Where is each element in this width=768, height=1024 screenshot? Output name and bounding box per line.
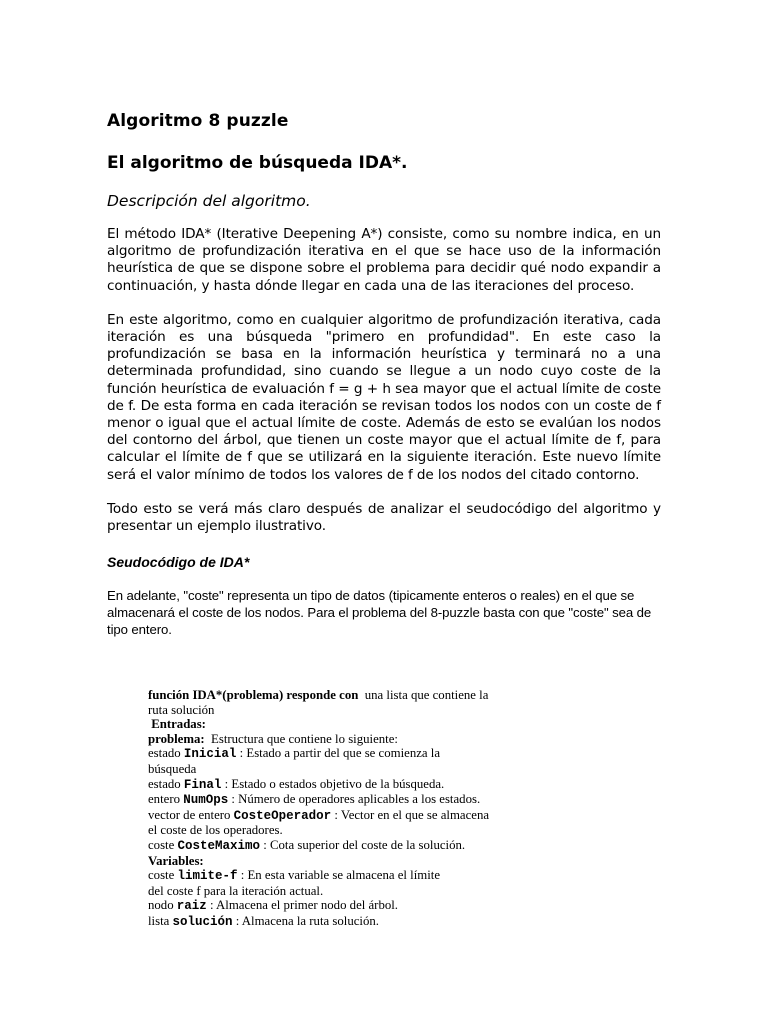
code-text: Estructura que contiene lo siguiente: (204, 731, 398, 746)
code-line (148, 792, 648, 808)
code-text: estado (148, 776, 184, 791)
code-text: : Cota superior del coste de la solución. (260, 837, 466, 852)
code-keyword: función IDA*(problema) responde con (148, 688, 359, 702)
code-line (148, 688, 648, 703)
code-line (148, 854, 648, 869)
code-line (148, 898, 648, 914)
code-line (148, 732, 648, 747)
section-title: Descripción del algoritmo. (107, 192, 311, 210)
code-text: una lista que contiene la (358, 688, 489, 702)
code-identifier: limite-f (177, 869, 238, 884)
document-body (107, 110, 661, 638)
code-identifier: solución (172, 914, 233, 929)
code-keyword: problema: (148, 731, 205, 746)
code-text: : Vector en el que se almacena (331, 807, 490, 822)
code-text: entero (148, 792, 184, 807)
code-line (148, 868, 648, 884)
code-text: : En esta variable se almacena el límite (237, 868, 441, 883)
code-text: nodo (148, 898, 177, 913)
paragraph-2: En este algoritmo, como en cualquier algoritmo de profundización iterativa, cada iteración es una búsqueda "primero en profundidad". En este caso la profundización se basa en la información heurística y terminará no a una determinada profundidad, sino cuando se llegue a un nodo cuyo coste de la función heurística de evaluación f = g + h sea mayor que el actual límite de coste de f. De esta forma en cada iteración se revisan todos los nodos con un coste de f menor o igual que el actual límite de coste. Además de esto se evalúan los nodos del contorno del árbol, que tienen un coste mayor que el actual límite de f, para calcular el límite de f que se utilizará en la siguiente iteración. Este nuevo límite será el valor mínimo de todos los valores de f de los nodos del citado contorno. (107, 311, 661, 483)
code-text: : Número de operadores aplicables a los estados. (228, 792, 481, 807)
code-line: del coste f para la iteración actual. (148, 883, 324, 898)
code-text: : Almacena la ruta solución. (232, 913, 379, 928)
code-text: : Estado o estados objetivo de la búsqueda. (221, 776, 445, 791)
code-identifier: NumOps (183, 793, 229, 808)
document-subtitle: El algoritmo de búsqueda IDA*. (107, 153, 408, 173)
code-keyword: Entradas: (148, 717, 206, 732)
code-line (148, 914, 648, 930)
code-text: coste (148, 868, 178, 883)
code-line: ruta solución (148, 702, 215, 717)
code-identifier: Final (183, 777, 222, 792)
pseudocode-block (148, 688, 648, 930)
code-text: vector de entero (148, 807, 234, 822)
code-line (148, 717, 648, 732)
code-line (148, 838, 648, 854)
code-identifier: Inicial (183, 747, 237, 762)
code-identifier: CosteOperador (233, 808, 332, 823)
paragraph-1: El método IDA* (Iterative Deepening A*) consiste, como su nombre indica, en un algoritmo de profundización iterativa en el que se hace uso de la información heurística de que se dispone sobre el problema para decidir qué nodo expandir a continuación, y hasta dónde llegar en cada una de las iteraciones del proceso. (107, 226, 661, 294)
code-line (148, 746, 648, 762)
code-text: coste (148, 837, 178, 852)
code-identifier: raiz (176, 899, 207, 914)
code-text: lista (148, 913, 173, 928)
pseudocode-intro: En adelante, "coste" representa un tipo de datos (tipicamente enteros o reales) en el que se almacenará el coste de los nodos. Para el problema del 8-puzzle basta con que "coste" sea de tipo entero. (107, 588, 652, 638)
code-identifier: CosteMaximo (177, 838, 261, 853)
code-text: estado (148, 746, 184, 761)
code-text: : Almacena el primer nodo del árbol. (206, 898, 398, 913)
code-line: el coste de los operadores. (148, 823, 283, 838)
code-text: : Estado a partir del que se comienza la (236, 746, 441, 761)
code-line: búsqueda (148, 761, 197, 776)
code-line (148, 777, 648, 793)
code-line (148, 808, 648, 824)
document-title: Algoritmo 8 puzzle (107, 111, 289, 131)
pseudocode-heading: Seudocódigo de IDA* (107, 554, 250, 571)
code-keyword: Variables: (148, 853, 204, 868)
paragraph-3: Todo esto se verá más claro después de analizar el seudocódigo del algoritmo y presentar un ejemplo ilustrativo. (107, 500, 661, 535)
